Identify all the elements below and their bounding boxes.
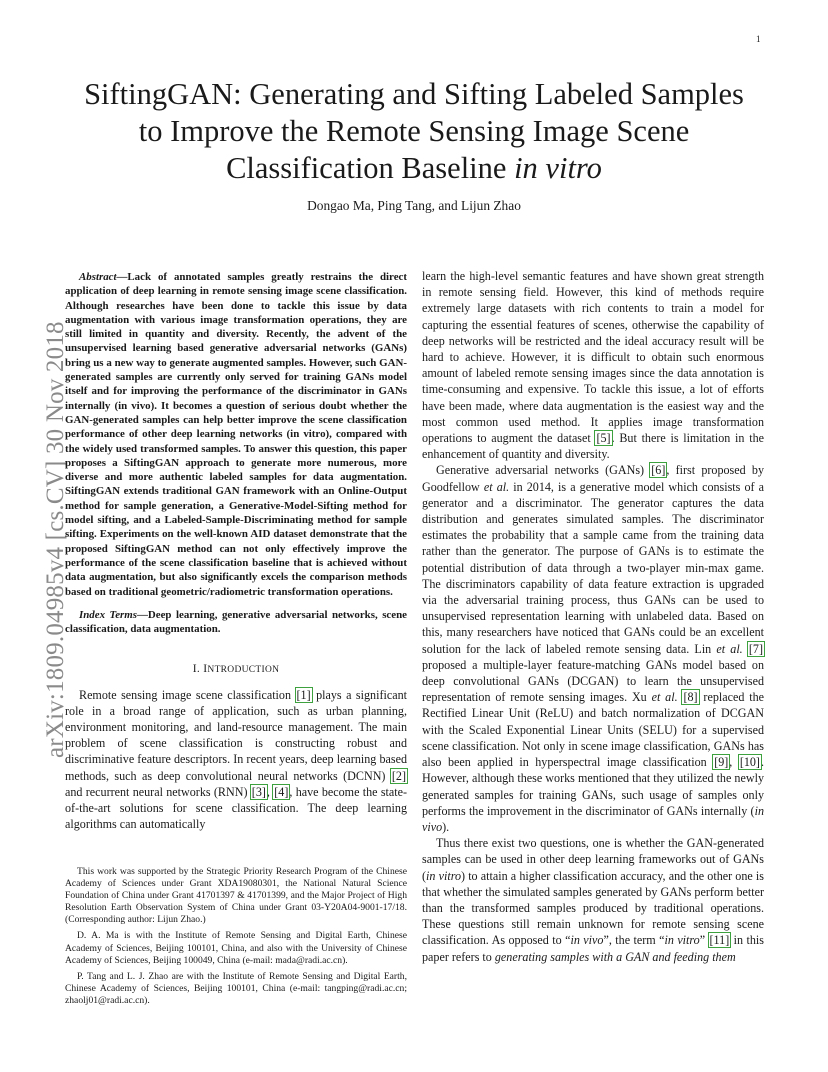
- citation-link[interactable]: [4]: [274, 784, 289, 799]
- index-terms-text: —Deep learning, generative adversarial networks, scene classification, data augmentation.: [65, 608, 407, 636]
- text-run: in 2014, is a generative model which consists of a generator and a discriminator. The generator captures the data distribution and generates simulated samples. The discriminator estimates the probability that a sample came from the training data rather than the generator. The purpose of GANs is to estimate the potential distribution of data through a two-player min-max game. The discriminators capability of data feature extraction is upgraded via the adversarial training process, thus GANs can be used to unsupervised representation learning with unlabeled data. Based on this, many researchers have noticed that GANs could be an excellent solution for the lack of labeled remote sensing data. Lin: [422, 479, 765, 656]
- text-run: in this paper refers to: [422, 933, 764, 964]
- text-run: Thus there exist two questions, one is whether the GAN-generated samples can be used in other deep learning frameworks out of GANs (: [422, 836, 764, 883]
- text-run: . But there is limitation in the enhancement of quantity and diversity.: [422, 431, 764, 462]
- abstract: [65, 270, 407, 599]
- intro-paragraph-1-continued: [422, 268, 764, 462]
- text-run: and recurrent neural networks (RNN): [65, 784, 251, 799]
- text-run: Remote sensing image scene classification: [79, 687, 296, 702]
- citation-link[interactable]: [6]: [651, 463, 666, 478]
- section-numeral: I. I: [192, 662, 208, 676]
- paper-title: [70, 76, 758, 187]
- citation-link[interactable]: [9]: [714, 755, 729, 770]
- italic-et-al: et al.: [483, 479, 510, 494]
- footnotes: [65, 866, 407, 1011]
- text-run: ,: [729, 755, 739, 770]
- text-run: ).: [442, 819, 450, 834]
- title-main: SiftingGAN: Generating and Sifting Labeled Samples to Improve the Remote Sensing Image Scene Classification Baseline: [84, 77, 744, 185]
- section-title-rest: NTRODUCTION: [207, 665, 280, 676]
- italic-term: in vitro: [664, 933, 700, 948]
- author-list: Dongao Ma, Ping Tang, and Lijun Zhao: [307, 198, 521, 213]
- text-run: ”: [699, 933, 709, 948]
- text-run: , have become the state-of-the-art solutions for scene classification. The deep learning algorithms can automatically: [65, 784, 408, 832]
- text-run: , first proposed by Goodfellow: [422, 463, 764, 494]
- footnote-affiliation-tang-zhao: P. Tang and L. J. Zhao are with the Institute of Remote Sensing and Digital Earth, Chinese Academy of Sciences, Beijing 100101, China (e-mail: tangping@radi.ac.cn; zhaolj01@radi.ac.cn).: [65, 970, 407, 1006]
- footnote-affiliation-ma: D. A. Ma is with the Institute of Remote Sensing and Digital Earth, Chinese Academy of Sciences, Beijing 100101, China, and also with the University of Chinese Academy of Sciences, Beijing 100049, China (e-mail: mada@radi.ac.cn).: [65, 930, 407, 966]
- citation-link[interactable]: [8]: [683, 690, 698, 705]
- italic-phrase: generating samples with a GAN and feeding them: [494, 949, 736, 964]
- citation-link[interactable]: [10]: [739, 755, 760, 770]
- citation-link[interactable]: [11]: [709, 933, 730, 948]
- abstract-lead: Abstract: [79, 271, 117, 283]
- left-column: [65, 268, 407, 832]
- text-run: plays a significant role in a broad range of application, such as urban planning, environment monitoring, and land-resource management. The main problem of scene classification is constructing robust and discriminative feature descriptors. In recent years, deep learning based methods, such as deep convolutional neural networks (DCNN): [65, 687, 407, 783]
- text-run: ,: [266, 784, 274, 799]
- italic-term: in vitro: [426, 868, 461, 883]
- text-run: ) to attain a higher classification accuracy, and the other one is that whether the simulated samples generated by GANs perform better than the transformed samples produced by traditional operations. These questions still remain unknown for remote sensing scene classification. As opposed to “: [422, 868, 764, 948]
- text-run: ”, the term “: [603, 933, 665, 948]
- intro-paragraph-2: [422, 462, 764, 835]
- index-terms: [65, 608, 407, 637]
- text-run: . However, although these works mentioned that they utilized the newly generated samples for training GANs, such usage of samples only performs the improvement in the discriminator of GANs internally (: [422, 755, 764, 818]
- italic-et-al: et al.: [716, 641, 743, 656]
- italic-term: in vivo: [570, 933, 604, 948]
- title-italic: in vitro: [514, 151, 602, 185]
- text-run: proposed a multiple-layer feature-matching GANs model based on deep convolutional GANs (DCGAN) to learn the unsupervised representation of remote sensing images. Xu: [422, 657, 764, 705]
- text-run: Generative adversarial networks (GANs): [436, 463, 651, 478]
- text-run: replaced the Rectified Linear Unit (ReLU) and batch normalization of DCGAN with the Scaled Exponential Linear Units (SELU) for a supervised scene classification. Not only in scene image classification, GANs has also been applied in hyperspectral image classification: [422, 690, 765, 770]
- citation-link[interactable]: [5]: [596, 431, 611, 446]
- text-run: learn the high-level semantic features and have shown great strength in remote sensing field. However, this kind of methods require extremely large datasets with rich contents to train a model for capturing the essential features of scenes, otherwise the capability of deep networks will be restricted and the ideal accuracy result will be hard to achieve. However, it is difficult to obtain such enormous amount of labeled remote sensing images since the data annotation is time-consuming and expensive. To tackle this issue, a lot of efforts have been made, where data augmentation is the easiest way and the most common used method. It applies image transformation operations to augment the dataset: [422, 269, 764, 446]
- abstract-text: —Lack of annotated samples greatly restrains the direct application of deep learning in remote sensing image scene classification. Although researches have been done to tackle this issue by data augmentation with various image transformation operations, they are still limited in quantity and diversity. Recently, the advent of the unsupervised learning based generative adversarial networks (GANs) bring us a new way to generate augmented samples. However, such GAN-generated samples are currently only served for training GANs model itself and for improving the performance of the discriminator in GANs internally (in vivo). It becomes a question of serious doubt whether the GAN-generated samples can help better improve the scene classification performance of other deep learning networks (in vitro), compared with the widely used transformed samples. To answer this question, this paper proposes a SiftingGAN approach to generate more numerous, more diverse and more authentic labeled samples for data augmentation. SiftingGAN extends traditional GAN framework with an Online-Output method for sample generation, a Generative-Model-Sifting method for model sifting, and a Labeled-Sample-Discriminating method for sample sifting. Experiments on the well-known AID dataset demonstrate that the proposed SiftingGAN method can not only effectively improve the performance of the scene classification baseline that is achieved without data augmentation, but also significantly excels the comparison methods based on traditional geometric/radiometric transformation operations.: [65, 271, 407, 598]
- right-column: [422, 268, 764, 965]
- citation-link[interactable]: [1]: [296, 687, 311, 702]
- footnote-funding: This work was supported by the Strategic Priority Research Program of the Chinese Academy of Sciences under Grant XDA19080301, the National Natural Science Foundation of China under Grant 41701397 & 41701399, and the Major Project of High Resolution Earth Observation System of China under Grant 03-Y20A04-9001-17/18. (Corresponding author: Lijun Zhao.): [65, 866, 407, 926]
- arxiv-stamp: arXiv:1809.04985v4 [cs.CV] 30 Nov 2018: [42, 321, 69, 758]
- citation-link[interactable]: [2]: [391, 768, 406, 783]
- italic-term: in vivo: [422, 803, 764, 834]
- section-heading-introduction: [65, 661, 407, 678]
- intro-paragraph-1: [65, 687, 407, 833]
- intro-paragraph-3: [422, 835, 764, 965]
- citation-link[interactable]: [7]: [748, 641, 763, 656]
- citation-link[interactable]: [3]: [251, 784, 266, 799]
- italic-et-al: et al.: [651, 690, 678, 705]
- page-number: 1: [756, 34, 761, 44]
- index-terms-lead: Index Terms: [79, 608, 137, 621]
